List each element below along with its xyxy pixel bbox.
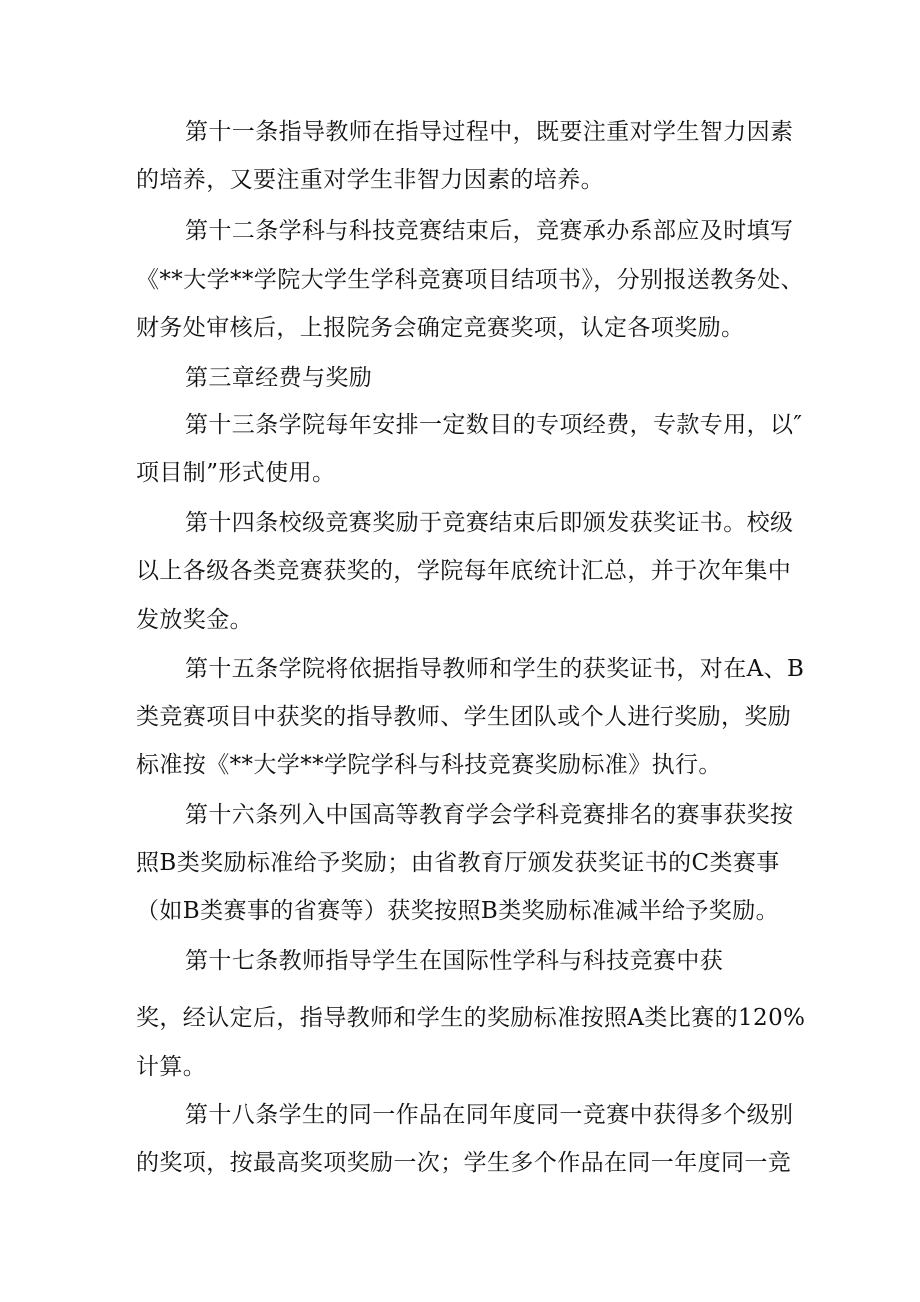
text-line: 第十四条校级竞赛奖励于竞赛结束后即颁发获奖证书。校级 xyxy=(185,510,794,536)
text-line: 的奖项，按最高奖项奖励一次；学生多个作品在同一年度同一竞 xyxy=(136,1150,792,1176)
text-line: 发放奖金。 xyxy=(136,607,253,633)
text-line: 第十八条学生的同一作品在同年度同一竞赛中获得多个级别 xyxy=(185,1102,794,1128)
text-line: 第十三条学院每年安排一定数目的专项经费，专款专用，以″ xyxy=(185,412,803,438)
text-line: 标准按《**大学**学院学科与科技竞赛奖励标准》执行。 xyxy=(136,752,722,778)
text-line: 第十六条列入中国高等教育学会学科竞赛排名的赛事获奖按 xyxy=(185,802,794,828)
text-line: 照B类奖励标准给予奖励；由省教育厅颁发获奖证书的C类赛事 xyxy=(136,850,780,876)
text-line: 的培养，又要注重对学生非智力因素的培养。 xyxy=(136,167,604,193)
text-line: 第十七条教师指导学生在国际性学科与科技竞赛中获 xyxy=(185,948,724,974)
text-line: 第十一条指导教师在指导过程中，既要注重对学生智力因素 xyxy=(185,119,794,145)
text-line: 第十二条学科与科技竞赛结束后，竞赛承办系部应及时填写 xyxy=(185,218,794,244)
text-line: 财务处审核后，上报院务会确定竞赛奖项，认定各项奖励。 xyxy=(136,315,745,341)
text-line: 《**大学**学院大学生学科竞赛项目结项书》，分别报送教务处、 xyxy=(136,267,804,293)
text-line: 奖，经认定后，指导教师和学生的奖励标准按照A类比赛的120% xyxy=(136,1005,806,1031)
text-line: 计算。 xyxy=(136,1054,207,1080)
text-line: 项目制”形式使用。 xyxy=(136,460,336,486)
text-line: 类竞赛项目中获奖的指导教师、学生团队或个人进行奖励，奖励 xyxy=(136,704,792,730)
text-line: 以上各级各类竞赛获奖的，学院每年底统计汇总，并于次年集中 xyxy=(136,558,792,584)
text-line: 第十五条学院将依据指导教师和学生的获奖证书，对在A、B xyxy=(185,656,805,682)
text-line: （如B类赛事的省赛等）获奖按照B类奖励标准减半给予奖励。 xyxy=(136,898,780,924)
chapter-heading: 第三章经费与奖励 xyxy=(185,365,373,391)
